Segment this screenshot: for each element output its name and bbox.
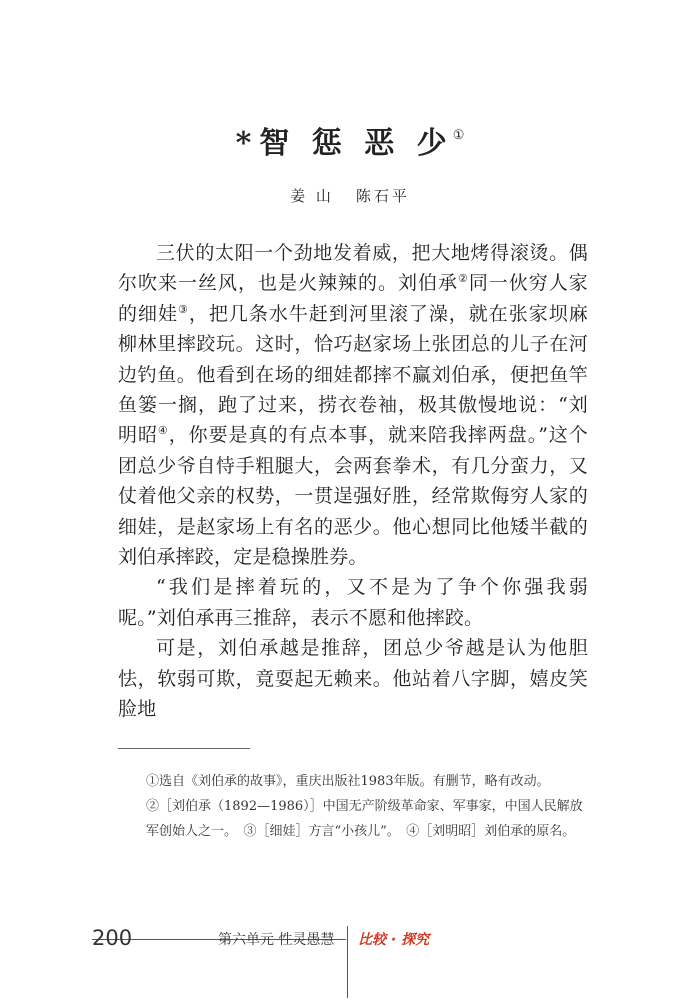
- footnote-ref: ②: [457, 272, 469, 286]
- title-text: 智 惩 恶 少: [259, 126, 453, 161]
- body-paragraph: [118, 572, 588, 633]
- footnote-1: ①选自《刘伯承的故事》，重庆出版社1983年版。有删节，略有改动。: [146, 774, 550, 789]
- title-footnote-mark: ①: [452, 128, 465, 143]
- paragraph-text: ，把几条水牛赶到河里滚了澡，就在张家坝麻柳林里摔跤玩。这时，恰巧赵家场上张团总的儿子在河边钓鱼。他看到在场的细娃都摔不赢刘伯承，便把鱼竿鱼篓一搁，跑了过来，捞衣卷袖，极其傲慢地说：“刘明昭: [118, 302, 588, 447]
- body-paragraph: [118, 238, 588, 572]
- footnote-2: ②［刘伯承（1892—1986）］中国无产阶级革命家、军事家，中国人民解放军创始人之一。 ③［细娃］方言“小孩儿”。 ④［刘明昭］刘伯承的原名。: [146, 799, 583, 839]
- article-body: [118, 238, 588, 725]
- paragraph-text: 同一伙穷人家的细娃: [118, 272, 588, 325]
- page-number: 200: [92, 926, 133, 950]
- page-title: [0, 118, 700, 162]
- paragraph-text: ，你要是真的有点本事，就来陪我摔两盘。”这个团总少爷自恃手粗腿大，会两套拳术，有几分蛮力，又仗着他父亲的权势，一贯逞强好胜，经常欺侮穷人家的细娃，是赵家场上有名的恶少。他心想同比他矮半截的刘伯承摔跤，定是稳操胜券。: [118, 424, 589, 569]
- title-star: *: [235, 126, 258, 161]
- paragraph-text: 三伏的太阳一个劲地发着威，把大地烤得滚烫。偶尔吹来一丝风，也是火辣辣的。刘伯承: [118, 242, 588, 295]
- paragraph-text: 可是，刘伯承越是推辞，团总少爷越是认为他胆怯，软弱可欺，竟耍起无赖来。他站着八字脚，嬉皮笑脸地: [118, 637, 588, 721]
- footnote-divider: [118, 748, 250, 749]
- author-2: 陈石平: [355, 187, 410, 205]
- footnote-ref: ④: [157, 424, 169, 438]
- authors: [0, 185, 700, 206]
- footnotes: [146, 769, 592, 844]
- body-paragraph: [118, 633, 588, 724]
- footer-vertical-rule: [347, 926, 348, 998]
- unit-label: 第六单元 性灵愚慧: [218, 932, 335, 948]
- section-label: 比较 · 探究: [358, 932, 430, 948]
- author-1: 姜 山: [290, 187, 334, 205]
- paragraph-text: “我们是摔着玩的，又不是为了争个你强我弱呢。”刘伯承再三推辞，表示不愿和他摔跤。: [118, 576, 588, 629]
- footnote-ref: ③: [178, 302, 189, 316]
